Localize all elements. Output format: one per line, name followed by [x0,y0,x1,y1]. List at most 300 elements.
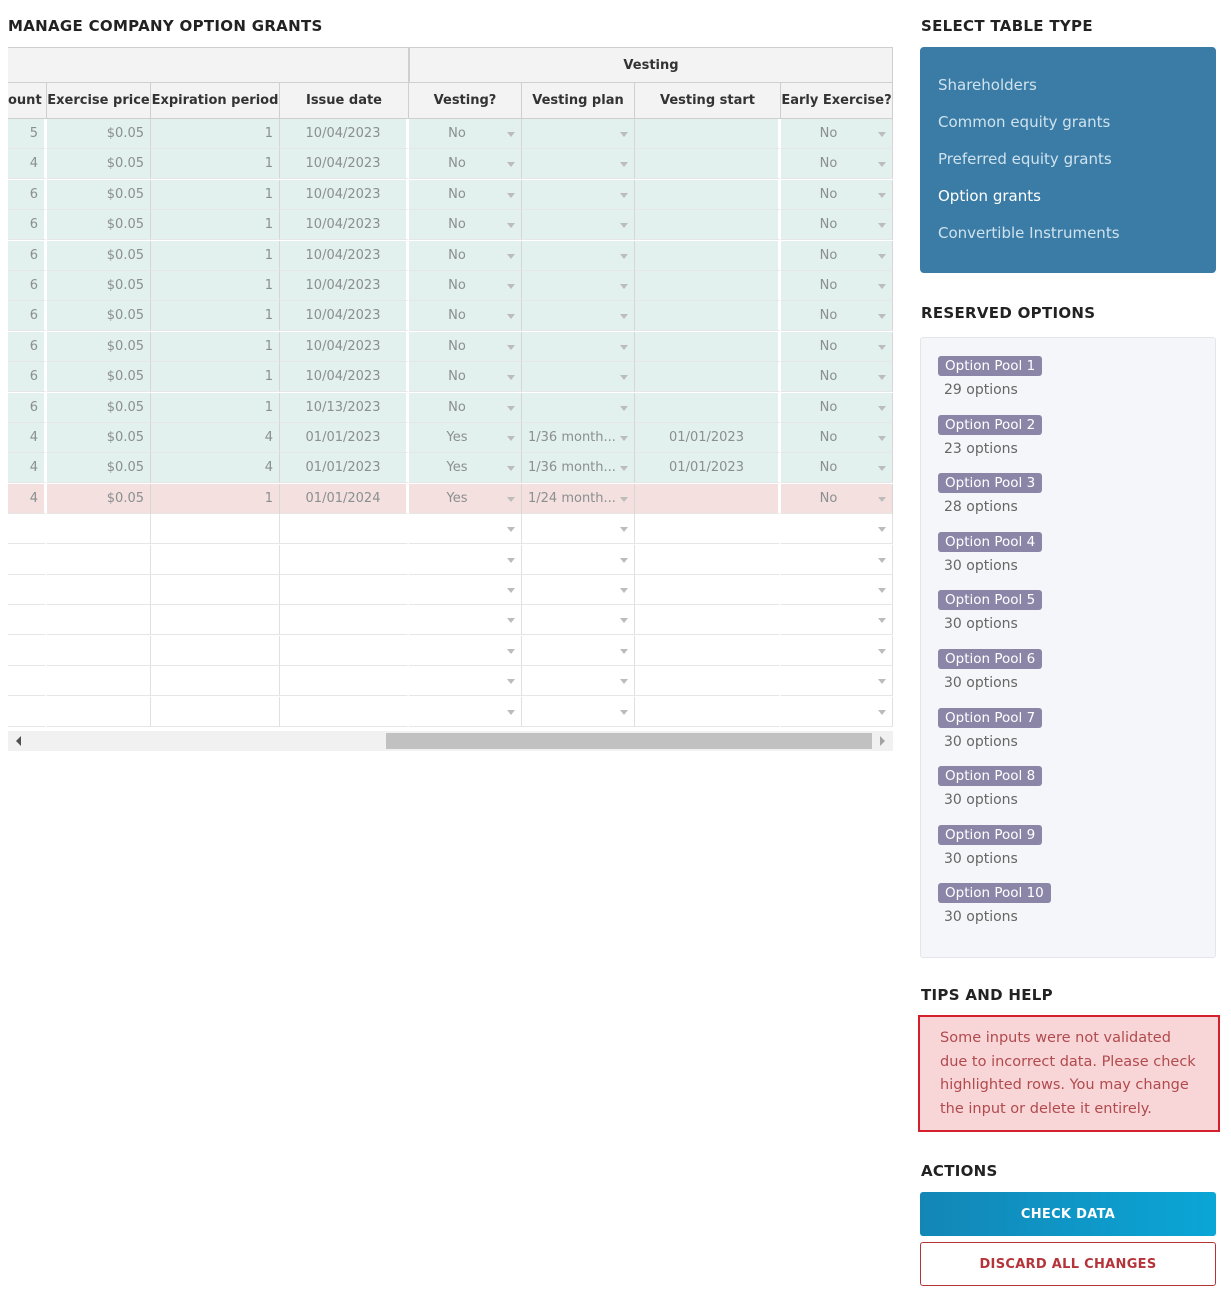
cell-exercise-price[interactable] [47,393,151,423]
check-data-button[interactable]: CHECK DATA [920,1192,1216,1236]
cell-vesting-start[interactable] [635,241,781,271]
cell-vesting-plan[interactable] [522,241,635,271]
cell-exercise-price[interactable] [47,301,151,331]
cell-value: 6 [29,247,38,263]
cell-vesting[interactable] [409,514,522,544]
dropdown-arrow-icon[interactable] [620,649,628,654]
cell-vesting[interactable] [409,271,522,301]
dropdown-arrow-icon[interactable] [620,558,628,563]
cell-value: 01/01/2023 [305,430,381,445]
cell-issue-date[interactable] [280,697,409,727]
cell-vesting[interactable] [409,241,522,271]
cell-exercise-price[interactable] [47,149,151,179]
dropdown-arrow-icon[interactable] [878,345,886,350]
cell-exercise-price[interactable] [47,332,151,362]
cell-vesting-start[interactable] [635,180,781,210]
option-pool-item [938,882,1051,925]
cell-vesting-plan[interactable] [522,605,635,635]
cell-exercise-price[interactable] [47,271,151,301]
cell-amount[interactable] [8,666,47,696]
dropdown-arrow-icon[interactable] [620,254,628,259]
group-header-vesting: Vesting [409,47,893,83]
cell-exercise-price[interactable] [47,697,151,727]
dropdown-arrow-icon[interactable] [620,406,628,411]
discard-all-changes-button[interactable]: DISCARD ALL CHANGES [920,1242,1216,1286]
dropdown-arrow-icon[interactable] [507,558,515,563]
cell-vesting-start[interactable] [635,149,781,179]
cell-exercise-price[interactable] [47,362,151,392]
cell-exercise-price[interactable] [47,545,151,575]
cell-vesting-plan[interactable] [522,301,635,331]
dropdown-arrow-icon[interactable] [507,132,515,137]
scrollbar-thumb[interactable] [386,733,872,749]
cell-issue-date[interactable] [280,393,409,423]
cell-amount[interactable] [8,271,47,301]
dropdown-arrow-icon[interactable] [620,132,628,137]
cell-expiration-period[interactable] [151,484,280,514]
cell-vesting[interactable] [409,484,522,514]
cell-value: 4 [29,490,38,506]
cell-vesting[interactable] [409,697,522,727]
cell-expiration-period[interactable] [151,545,280,575]
cell-early-exercise[interactable] [781,575,893,605]
cell-vesting-plan[interactable] [522,362,635,392]
cell-value: No [448,278,466,293]
cell-vesting[interactable] [409,605,522,635]
cell-amount[interactable] [8,697,47,727]
cell-vesting[interactable] [409,575,522,605]
cell-early-exercise[interactable] [781,393,893,423]
option-pool-count: 28 options [944,499,1018,516]
cell-expiration-period[interactable] [151,575,280,605]
cell-value: 6 [29,369,38,385]
cell-issue-date[interactable] [280,545,409,575]
dropdown-arrow-icon[interactable] [507,618,515,623]
dropdown-arrow-icon[interactable] [878,618,886,623]
cell-amount[interactable] [8,514,47,544]
cell-value: No [819,430,838,445]
option-pool-count: 30 options [944,557,1018,574]
dropdown-arrow-icon[interactable] [878,436,886,441]
dropdown-arrow-icon[interactable] [507,497,515,502]
cell-exercise-price[interactable] [47,119,151,149]
cell-vesting[interactable] [409,453,522,483]
cell-vesting-start[interactable] [635,301,781,331]
dropdown-arrow-icon[interactable] [507,375,515,380]
cell-amount[interactable] [8,332,47,362]
cell-expiration-period[interactable] [151,393,280,423]
cell-issue-date[interactable] [280,332,409,362]
cell-vesting[interactable] [409,149,522,179]
cell-value: No [819,278,838,293]
table-type-convertible[interactable]: Convertible Instruments [938,224,1120,242]
dropdown-arrow-icon[interactable] [507,193,515,198]
dropdown-arrow-icon[interactable] [620,162,628,167]
cell-vesting[interactable] [409,545,522,575]
dropdown-arrow-icon[interactable] [620,284,628,289]
scroll-left-icon[interactable] [16,736,21,746]
dropdown-arrow-icon[interactable] [507,314,515,319]
cell-vesting-start[interactable] [635,423,781,453]
column-header-issue-date[interactable]: Issue date [280,83,409,119]
cell-amount[interactable] [8,210,47,240]
cell-issue-date[interactable] [280,301,409,331]
option-pool-item [938,765,1042,808]
dropdown-arrow-icon[interactable] [878,466,886,471]
cell-value: No [819,338,838,354]
cell-vesting-start[interactable] [635,666,781,696]
cell-value: 1/36 month... [528,430,616,445]
cell-issue-date[interactable] [280,453,409,483]
cell-vesting-start[interactable] [635,514,781,544]
cell-value: No [448,338,466,354]
cell-early-exercise[interactable] [781,666,893,696]
cell-issue-date[interactable] [280,149,409,179]
dropdown-arrow-icon[interactable] [878,314,886,319]
cell-vesting-start[interactable] [635,119,781,149]
cell-exercise-price[interactable] [47,453,151,483]
cell-vesting-plan[interactable] [522,514,635,544]
cell-amount[interactable] [8,453,47,483]
dropdown-arrow-icon[interactable] [507,527,515,532]
table-type-option-grants[interactable]: Option grants [938,187,1041,205]
cell-vesting[interactable] [409,301,522,331]
cell-value: 10/04/2023 [305,247,381,263]
cell-value: 1/36 month... [528,460,616,476]
option-pool-count: 30 options [944,850,1018,867]
cell-early-exercise[interactable] [781,545,893,575]
dropdown-arrow-icon[interactable] [620,588,628,593]
cell-expiration-period[interactable] [151,666,280,696]
cell-issue-date[interactable] [280,119,409,149]
cell-vesting-start[interactable] [635,362,781,392]
cell-amount[interactable] [8,393,47,423]
option-pool-badge[interactable]: Option Pool 8 [938,766,1042,786]
dropdown-arrow-icon[interactable] [878,284,886,289]
dropdown-arrow-icon[interactable] [507,679,515,684]
cell-vesting-plan[interactable] [522,119,635,149]
cell-issue-date[interactable] [280,180,409,210]
column-header-vesting-plan[interactable]: Vesting plan [522,83,635,119]
cell-amount[interactable] [8,575,47,605]
cell-value: $0.05 [106,156,144,172]
dropdown-arrow-icon[interactable] [620,527,628,532]
cell-vesting[interactable] [409,636,522,666]
dropdown-arrow-icon[interactable] [878,558,886,563]
cell-vesting-plan[interactable] [522,575,635,605]
table-type-title: SELECT TABLE TYPE [921,17,1093,35]
cell-issue-date[interactable] [280,241,409,271]
option-pool-badge[interactable]: Option Pool 9 [938,825,1042,845]
cell-vesting[interactable] [409,362,522,392]
cell-vesting[interactable] [409,332,522,362]
cell-amount[interactable] [8,149,47,179]
dropdown-arrow-icon[interactable] [878,162,886,167]
cell-amount[interactable] [8,301,47,331]
cell-value: No [819,156,838,172]
option-pool-badge[interactable]: Option Pool 1 [938,356,1042,376]
dropdown-arrow-icon[interactable] [507,345,515,350]
dropdown-arrow-icon[interactable] [878,527,886,532]
cell-early-exercise[interactable] [781,605,893,635]
cell-early-exercise[interactable] [781,362,893,392]
option-pool-badge[interactable]: Option Pool 7 [938,708,1042,728]
cell-vesting[interactable] [409,210,522,240]
option-pool-badge[interactable]: Option Pool 4 [938,532,1042,552]
cell-issue-date[interactable] [280,423,409,453]
dropdown-arrow-icon[interactable] [878,679,886,684]
cell-vesting-plan[interactable] [522,149,635,179]
cell-issue-date[interactable] [280,362,409,392]
cell-vesting-plan[interactable] [522,636,635,666]
dropdown-arrow-icon[interactable] [620,618,628,623]
cell-exercise-price[interactable] [47,514,151,544]
dropdown-arrow-icon[interactable] [507,710,515,715]
dropdown-arrow-icon[interactable] [620,345,628,350]
cell-expiration-period[interactable] [151,301,280,331]
cell-expiration-period[interactable] [151,362,280,392]
cell-vesting-plan[interactable] [522,332,635,362]
cell-value: No [819,399,838,415]
cell-vesting-start[interactable] [635,545,781,575]
cell-exercise-price[interactable] [47,605,151,635]
cell-expiration-period[interactable] [151,180,280,210]
cell-expiration-period[interactable] [151,697,280,727]
cell-value: No [448,126,466,141]
cell-vesting[interactable] [409,423,522,453]
cell-vesting-start[interactable] [635,332,781,362]
dropdown-arrow-icon[interactable] [620,436,628,441]
column-header-exercise-price[interactable]: Exercise price [47,83,151,119]
table-type-common-equity[interactable]: Common equity grants [938,113,1111,131]
tips-title: TIPS AND HELP [921,986,1053,1004]
cell-amount[interactable] [8,241,47,271]
cell-vesting-plan[interactable] [522,393,635,423]
dropdown-arrow-icon[interactable] [878,193,886,198]
validation-error-message: Some inputs were not validated due to incorrect data. Please check highlighted rows. You may change the input or delete it entirely. [940,1030,1196,1117]
cell-vesting-plan[interactable] [522,271,635,301]
dropdown-arrow-icon[interactable] [878,223,886,228]
cell-early-exercise[interactable] [781,332,893,362]
dropdown-arrow-icon[interactable] [878,497,886,502]
dropdown-arrow-icon[interactable] [507,406,515,411]
option-pool-count: 30 options [944,616,1018,633]
cell-amount[interactable] [8,605,47,635]
cell-vesting-plan[interactable] [522,423,635,453]
cell-vesting-start[interactable] [635,697,781,727]
option-pool-badge[interactable]: Option Pool 2 [938,415,1042,435]
cell-amount[interactable] [8,362,47,392]
cell-value: 10/13/2023 [305,399,381,415]
dropdown-arrow-icon[interactable] [620,679,628,684]
cell-value: 4 [264,460,273,476]
cell-vesting[interactable] [409,666,522,696]
cell-amount[interactable] [8,119,47,149]
option-pool-count: 29 options [944,382,1018,398]
table-type-shareholders[interactable]: Shareholders [938,76,1037,94]
cell-value: Yes [446,430,468,445]
cell-exercise-price[interactable] [47,636,151,666]
option-pool-badge[interactable]: Option Pool 3 [938,473,1042,493]
cell-value: $0.05 [106,490,144,506]
option-pool-badge[interactable]: Option Pool 5 [938,590,1042,610]
cell-value: 1 [264,338,273,354]
cell-issue-date[interactable] [280,666,409,696]
dropdown-arrow-icon[interactable] [507,162,515,167]
option-pool-item [938,531,1042,574]
cell-issue-date[interactable] [280,575,409,605]
cell-vesting-plan[interactable] [522,210,635,240]
cell-vesting-start[interactable] [635,484,781,514]
dropdown-arrow-icon[interactable] [620,497,628,502]
cell-expiration-period[interactable] [151,271,280,301]
cell-amount[interactable] [8,636,47,666]
cell-exercise-price[interactable] [47,484,151,514]
cell-early-exercise[interactable] [781,210,893,240]
cell-vesting-plan[interactable] [522,180,635,210]
cell-issue-date[interactable] [280,484,409,514]
column-header-vesting-start[interactable]: Vesting start [635,83,781,119]
cell-vesting[interactable] [409,180,522,210]
dropdown-arrow-icon[interactable] [620,223,628,228]
cell-value: No [448,156,466,172]
cell-amount[interactable] [8,423,47,453]
cell-early-exercise[interactable] [781,514,893,544]
cell-value: 01/01/2023 [669,430,744,445]
cell-value: 6 [29,308,38,324]
cell-vesting-plan[interactable] [522,545,635,575]
column-header-expiration-period[interactable]: Expiration period [151,83,280,119]
table-type-preferred-equity[interactable]: Preferred equity grants [938,150,1112,168]
cell-expiration-period[interactable] [151,514,280,544]
cell-early-exercise[interactable] [781,119,893,149]
dropdown-arrow-icon[interactable] [620,193,628,198]
cell-expiration-period[interactable] [151,636,280,666]
cell-early-exercise[interactable] [781,697,893,727]
cell-early-exercise[interactable] [781,149,893,179]
option-pool-badge[interactable]: Option Pool 10 [938,883,1051,903]
reserved-options-panel [920,337,1216,958]
cell-value: $0.05 [106,217,144,233]
horizontal-scrollbar[interactable] [8,731,893,751]
dropdown-arrow-icon[interactable] [878,649,886,654]
dropdown-arrow-icon[interactable] [620,314,628,319]
cell-expiration-period[interactable] [151,241,280,271]
cell-vesting-plan[interactable] [522,484,635,514]
cell-vesting-start[interactable] [635,453,781,483]
cell-early-exercise[interactable] [781,180,893,210]
cell-early-exercise[interactable] [781,241,893,271]
cell-exercise-price[interactable] [47,423,151,453]
reserved-options-title: RESERVED OPTIONS [921,304,1096,322]
dropdown-arrow-icon[interactable] [507,588,515,593]
cell-expiration-period[interactable] [151,149,280,179]
cell-issue-date[interactable] [280,271,409,301]
dropdown-arrow-icon[interactable] [507,284,515,289]
cell-vesting[interactable] [409,119,522,149]
dropdown-arrow-icon[interactable] [507,254,515,259]
cell-vesting-plan[interactable] [522,453,635,483]
column-header-early-exercise[interactable]: Early Exercise? [781,83,893,119]
dropdown-arrow-icon[interactable] [878,406,886,411]
cell-vesting-start[interactable] [635,393,781,423]
cell-early-exercise[interactable] [781,423,893,453]
cell-exercise-price[interactable] [47,241,151,271]
cell-vesting-plan[interactable] [522,666,635,696]
cell-vesting-start[interactable] [635,636,781,666]
dropdown-arrow-icon[interactable] [878,375,886,380]
column-header-amount[interactable]: ount [8,83,47,119]
dropdown-arrow-icon[interactable] [878,254,886,259]
dropdown-arrow-icon[interactable] [878,132,886,137]
cell-vesting-start[interactable] [635,575,781,605]
dropdown-arrow-icon[interactable] [620,466,628,471]
cell-exercise-price[interactable] [47,666,151,696]
column-header-vesting[interactable]: Vesting? [409,83,522,119]
option-pool-count: 23 options [944,440,1018,457]
cell-early-exercise[interactable] [781,484,893,514]
dropdown-arrow-icon[interactable] [507,436,515,441]
cell-value: $0.05 [106,278,144,293]
cell-issue-date[interactable] [280,636,409,666]
cell-amount[interactable] [8,180,47,210]
option-grants-grid[interactable] [8,47,893,751]
dropdown-arrow-icon[interactable] [620,375,628,380]
cell-value: 6 [29,399,38,415]
cell-expiration-period[interactable] [151,423,280,453]
cell-value: No [819,247,838,263]
cell-early-exercise[interactable] [781,453,893,483]
cell-vesting-plan[interactable] [522,697,635,727]
cell-issue-date[interactable] [280,514,409,544]
cell-exercise-price[interactable] [47,180,151,210]
dropdown-arrow-icon[interactable] [507,649,515,654]
cell-expiration-period[interactable] [151,605,280,635]
option-pool-badge[interactable]: Option Pool 6 [938,649,1042,669]
cell-early-exercise[interactable] [781,636,893,666]
cell-vesting-start[interactable] [635,210,781,240]
dropdown-arrow-icon[interactable] [878,588,886,593]
cell-value: $0.05 [106,430,144,445]
dropdown-arrow-icon[interactable] [620,710,628,715]
cell-value: 10/04/2023 [305,278,381,293]
cell-expiration-period[interactable] [151,210,280,240]
cell-value: $0.05 [106,126,144,141]
dropdown-arrow-icon[interactable] [507,466,515,471]
cell-expiration-period[interactable] [151,332,280,362]
cell-expiration-period[interactable] [151,119,280,149]
cell-amount[interactable] [8,484,47,514]
scroll-right-icon[interactable] [880,736,885,746]
cell-value: 1/24 month... [528,490,616,506]
cell-issue-date[interactable] [280,210,409,240]
cell-exercise-price[interactable] [47,575,151,605]
cell-issue-date[interactable] [280,605,409,635]
cell-vesting-start[interactable] [635,271,781,301]
cell-value: 6 [29,186,38,202]
cell-early-exercise[interactable] [781,301,893,331]
cell-vesting-start[interactable] [635,605,781,635]
dropdown-arrow-icon[interactable] [507,223,515,228]
cell-expiration-period[interactable] [151,453,280,483]
option-pool-item [938,472,1042,515]
cell-early-exercise[interactable] [781,271,893,301]
cell-amount[interactable] [8,545,47,575]
cell-value: No [819,126,838,141]
dropdown-arrow-icon[interactable] [878,710,886,715]
cell-exercise-price[interactable] [47,210,151,240]
cell-vesting[interactable] [409,393,522,423]
